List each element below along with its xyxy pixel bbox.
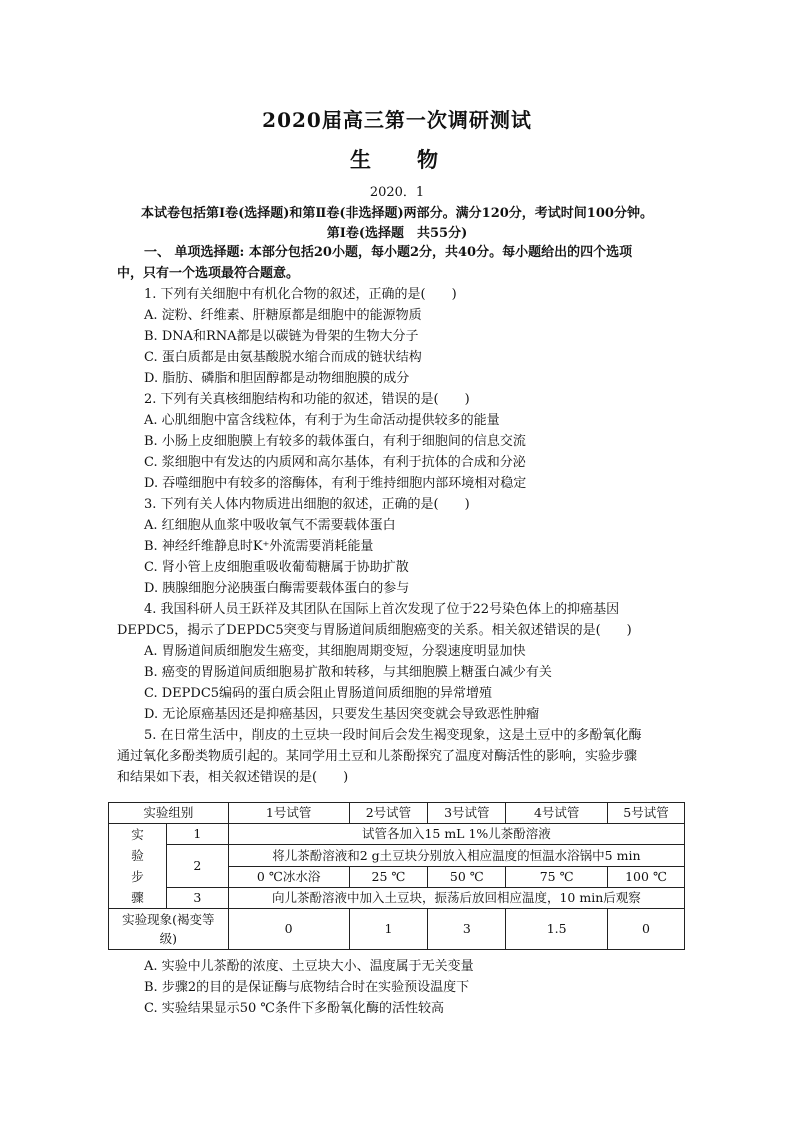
- section-instruction-line2: 中，只有一个选项最符合题意。: [117, 266, 300, 281]
- temp-cell-1: 0 ℃冰水浴: [228, 867, 349, 888]
- table-header-group: 实验组别: [109, 803, 229, 824]
- question-1-option-c: C. 蛋白质都是由氨基酸脱水缩合而成的链状结构: [144, 350, 422, 365]
- result-cell-4: 1.5: [506, 909, 608, 950]
- table-row: [109, 909, 685, 950]
- result-cell-5: 0: [608, 909, 685, 950]
- step-1-text: 试管各加入15 mL 1%儿茶酚溶液: [228, 824, 684, 845]
- question-5-option-c: C. 实验结果显示50 ℃条件下多酚氧化酶的活性较高: [144, 1001, 444, 1016]
- table-row: [109, 824, 685, 845]
- question-4-option-d: D. 无论原癌基因还是抑癌基因，只要发生基因突变就会导致恶性肿瘤: [144, 707, 540, 722]
- subject-title: 生物: [350, 147, 484, 172]
- table-result-label: [109, 909, 229, 950]
- question-5-options: [144, 956, 684, 1019]
- result-label-line2: 级): [159, 931, 178, 946]
- table-header-tube-5: 5号试管: [608, 803, 685, 824]
- steps-label-char: 步: [131, 869, 144, 884]
- part-one-heading: 第Ⅰ卷(选择题 共55分): [326, 226, 468, 241]
- question-3-option-a: A. 红细胞从血浆中吸收氧气不需要载体蛋白: [144, 518, 396, 533]
- result-cell-2: 1: [349, 909, 428, 950]
- table-row: [109, 888, 685, 909]
- question-2-option-d: D. 吞噬细胞中有较多的溶酶体，有利于维持细胞内部环境相对稳定: [144, 476, 527, 491]
- question-1-stem: 1. 下列有关细胞中有机化合物的叙述，正确的是( ): [144, 287, 457, 302]
- step-1-number: 1: [166, 824, 228, 845]
- question-4-stem-line1: 4. 我国科研人员王跃祥及其团队在国际上首次发现了位于22号染色体上的抑癌基因: [144, 602, 620, 617]
- questions-block: [117, 242, 679, 788]
- result-label-line1: 实验现象(褐变等: [122, 912, 215, 927]
- question-4-option-a: A. 胃肠道间质细胞发生癌变，其细胞周期变短，分裂速度明显加快: [144, 644, 526, 659]
- question-5-option-b: B. 步骤2的目的是保证酶与底物结合时在实验预设温度下: [144, 980, 470, 995]
- step-3-number: 3: [166, 888, 228, 909]
- table-row: [109, 803, 685, 824]
- temp-cell-2: 25 ℃: [349, 867, 428, 888]
- question-5-stem-line2: 通过氧化多酚类物质引起的。某同学用土豆和儿茶酚探究了温度对酶活性的影响，实验步骤: [117, 749, 638, 764]
- question-3-option-c: C. 肾小管上皮细胞重吸收葡萄糖属于协助扩散: [144, 560, 409, 575]
- experiment-table: [108, 802, 685, 950]
- table-steps-label: [109, 824, 167, 909]
- steps-label-char: 实: [131, 827, 144, 842]
- question-5-option-a: A. 实验中儿茶酚的浓度、土豆块大小、温度属于无关变量: [144, 959, 474, 974]
- steps-label-char: 验: [131, 848, 144, 863]
- table-header-tube-2: 2号试管: [349, 803, 428, 824]
- question-2-option-c: C. 浆细胞中有发达的内质网和高尔基体，有利于抗体的合成和分泌: [144, 455, 526, 470]
- question-4-option-c: C. DEPDC5编码的蛋白质会阻止胃肠道间质细胞的异常增殖: [144, 686, 493, 701]
- result-cell-3: 3: [428, 909, 506, 950]
- exam-date: 2020．1: [369, 185, 425, 200]
- question-1-option-a: A. 淀粉、纤维素、肝糖原都是细胞中的能源物质: [144, 308, 422, 323]
- question-5-stem-line3: 和结果如下表，相关叙述错误的是( ): [117, 770, 349, 785]
- question-4-stem-line2: DEPDC5，揭示了DEPDC5突变与胃肠道间质细胞癌变的关系。相关叙述错误的是( ): [117, 623, 632, 638]
- question-4-option-b: B. 癌变的胃肠道间质细胞易扩散和转移，与其细胞膜上糖蛋白减少有关: [144, 665, 552, 680]
- table-header-tube-4: 4号试管: [506, 803, 608, 824]
- question-5-stem-line1: 5. 在日常生活中，削皮的土豆块一段时间后会发生褐变现象，这是土豆中的多酚氧化酶: [144, 728, 642, 743]
- step-3-text: 向儿茶酚溶液中加入土豆块，振荡后放回相应温度，10 min后观察: [228, 888, 684, 909]
- temp-cell-4: 75 ℃: [506, 867, 608, 888]
- result-cell-1: 0: [228, 909, 349, 950]
- question-2-option-a: A. 心肌细胞中富含线粒体，有利于为生命活动提供较多的能量: [144, 413, 500, 428]
- section-instruction-line1: 一、 单项选择题: 本部分包括20小题，每小题2分，共40分。每小题给出的四个选项: [144, 245, 633, 260]
- step-2-text: 将儿茶酚溶液和2 g土豆块分别放入相应温度的恒温水浴锅中5 min: [228, 845, 684, 867]
- table-row: [109, 845, 685, 867]
- question-2-option-b: B. 小肠上皮细胞膜上有较多的载体蛋白，有利于细胞间的信息交流: [144, 434, 526, 449]
- question-3-stem: 3. 下列有关人体内物质进出细胞的叙述，正确的是( ): [144, 497, 470, 512]
- table-header-tube-3: 3号试管: [428, 803, 506, 824]
- question-2-stem: 2. 下列有关真核细胞结构和功能的叙述，错误的是( ): [144, 392, 470, 407]
- temp-cell-3: 50 ℃: [428, 867, 506, 888]
- question-1-option-d: D. 脂肪、磷脂和胆固醇都是动物细胞膜的成分: [144, 371, 410, 386]
- step-2-number: 2: [166, 845, 228, 888]
- steps-label-char: 骤: [131, 890, 144, 905]
- exam-intro: 本试卷包括第Ⅰ卷(选择题)和第Ⅱ卷(非选择题)两部分。满分120分，考试时间100分钟。: [141, 206, 653, 221]
- question-3-option-b: B. 神经纤维静息时K⁺外流需要消耗能量: [144, 539, 374, 554]
- exam-title: 2020届高三第一次调研测试: [262, 108, 532, 132]
- table-header-tube-1: 1号试管: [228, 803, 349, 824]
- temp-cell-5: 100 ℃: [608, 867, 685, 888]
- question-3-option-d: D. 胰腺细胞分泌胰蛋白酶需要载体蛋白的参与: [144, 581, 410, 596]
- question-1-option-b: B. DNA和RNA都是以碳链为骨架的生物大分子: [144, 329, 419, 344]
